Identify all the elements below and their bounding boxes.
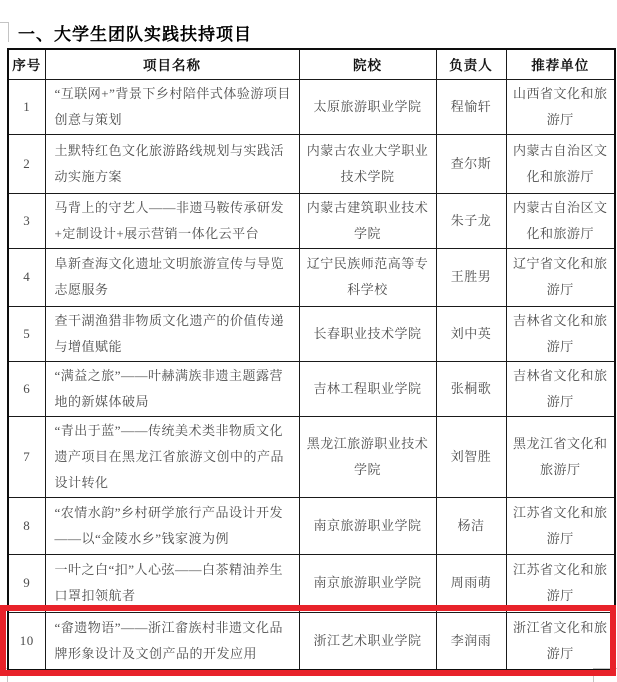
project-name-cell: “畲遗物语”——浙江畲族村非遗文化品牌形象设计及文创产品的开发应用 [45,612,299,670]
table-row [8,134,615,193]
recommender-cell: 辽宁省文化和旅游厅 [506,248,615,306]
recommender-cell: 江苏省文化和旅游厅 [506,554,615,612]
school-cell: 黑龙江旅游职业技术学院 [299,416,436,497]
project-name-cell: 土默特红色文化旅游路线规划与实践活动实施方案 [45,134,299,193]
table-row [8,79,615,134]
text-boundary-mark-top-left [0,22,9,42]
table-row [8,193,615,248]
table-body [8,79,615,670]
recommender-cell: 江苏省文化和旅游厅 [506,497,615,554]
project-name-cell: 马背上的守艺人——非遗马鞍传承研发+定制设计+展示营销一体化云平台 [45,193,299,248]
row-number-cell: 5 [8,306,45,361]
table-row [8,361,615,416]
table-row [8,554,615,612]
school-cell: 南京旅游职业学院 [299,554,436,612]
project-name-cell: 查干湖渔猎非物质文化遗产的价值传递与增值赋能 [45,306,299,361]
project-name-cell: “互联网+”背景下乡村陪伴式体验游项目创意与策划 [45,79,299,134]
row-number-cell: 7 [8,416,45,497]
projects-table [7,48,616,671]
leader-cell: 杨洁 [436,497,506,554]
school-cell: 浙江艺术职业学院 [299,612,436,670]
project-name-cell: “满益之旅”——叶赫满族非遗主题露营地的新媒体破局 [45,361,299,416]
table-row [8,497,615,554]
recommender-cell: 浙江省文化和旅游厅 [506,612,615,670]
col-header-school: 院校 [299,49,436,79]
table-row [8,248,615,306]
school-cell: 太原旅游职业学院 [299,79,436,134]
table-header-row [8,49,615,79]
col-header-leader: 负责人 [436,49,506,79]
recommender-cell: 吉林省文化和旅游厅 [506,306,615,361]
row-number-cell: 3 [8,193,45,248]
recommender-cell: 山西省文化和旅游厅 [506,79,615,134]
table-row [8,612,615,670]
school-cell: 内蒙古建筑职业技术学院 [299,193,436,248]
recommender-cell: 黑龙江省文化和旅游厅 [506,416,615,497]
leader-cell: 周雨萌 [436,554,506,612]
school-cell: 吉林工程职业学院 [299,361,436,416]
row-number-cell: 9 [8,554,45,612]
col-header-recommender: 推荐单位 [506,49,615,79]
row-number-cell: 8 [8,497,45,554]
leader-cell: 查尔斯 [436,134,506,193]
recommender-cell: 内蒙古自治区文化和旅游厅 [506,134,615,193]
leader-cell: 王胜男 [436,248,506,306]
project-name-cell: 阜新查海文化遗址文明旅游宣传与导览志愿服务 [45,248,299,306]
leader-cell: 李润雨 [436,612,506,670]
col-header-no: 序号 [8,49,45,79]
recommender-cell: 内蒙古自治区文化和旅游厅 [506,193,615,248]
project-name-cell: “青出于蓝”——传统美术类非物质文化遗产项目在黑龙江省旅游文创中的产品设计转化 [45,416,299,497]
project-name-cell: 一叶之白“扣”人心弦——白茶精油养生口罩扣领航者 [45,554,299,612]
leader-cell: 刘智胜 [436,416,506,497]
leader-cell: 程愉轩 [436,79,506,134]
table-row [8,416,615,497]
school-cell: 南京旅游职业学院 [299,497,436,554]
row-number-cell: 2 [8,134,45,193]
recommender-cell: 吉林省文化和旅游厅 [506,361,615,416]
projects-table-wrapper [7,48,614,671]
school-cell: 长春职业技术学院 [299,306,436,361]
section-title: 一、大学生团队实践扶持项目 [18,25,252,44]
row-number-cell: 10 [8,612,45,670]
leader-cell: 张桐歌 [436,361,506,416]
col-header-project: 项目名称 [45,49,299,79]
row-number-cell: 6 [8,361,45,416]
school-cell: 辽宁民族师范高等专科学校 [299,248,436,306]
project-name-cell: “农情水韵”乡村研学旅行产品设计开发——以“金陵水乡”钱家渡为例 [45,497,299,554]
school-cell: 内蒙古农业大学职业技术学院 [299,134,436,193]
leader-cell: 刘中英 [436,306,506,361]
leader-cell: 朱子龙 [436,193,506,248]
row-number-cell: 4 [8,248,45,306]
row-number-cell: 1 [8,79,45,134]
table-row [8,306,615,361]
